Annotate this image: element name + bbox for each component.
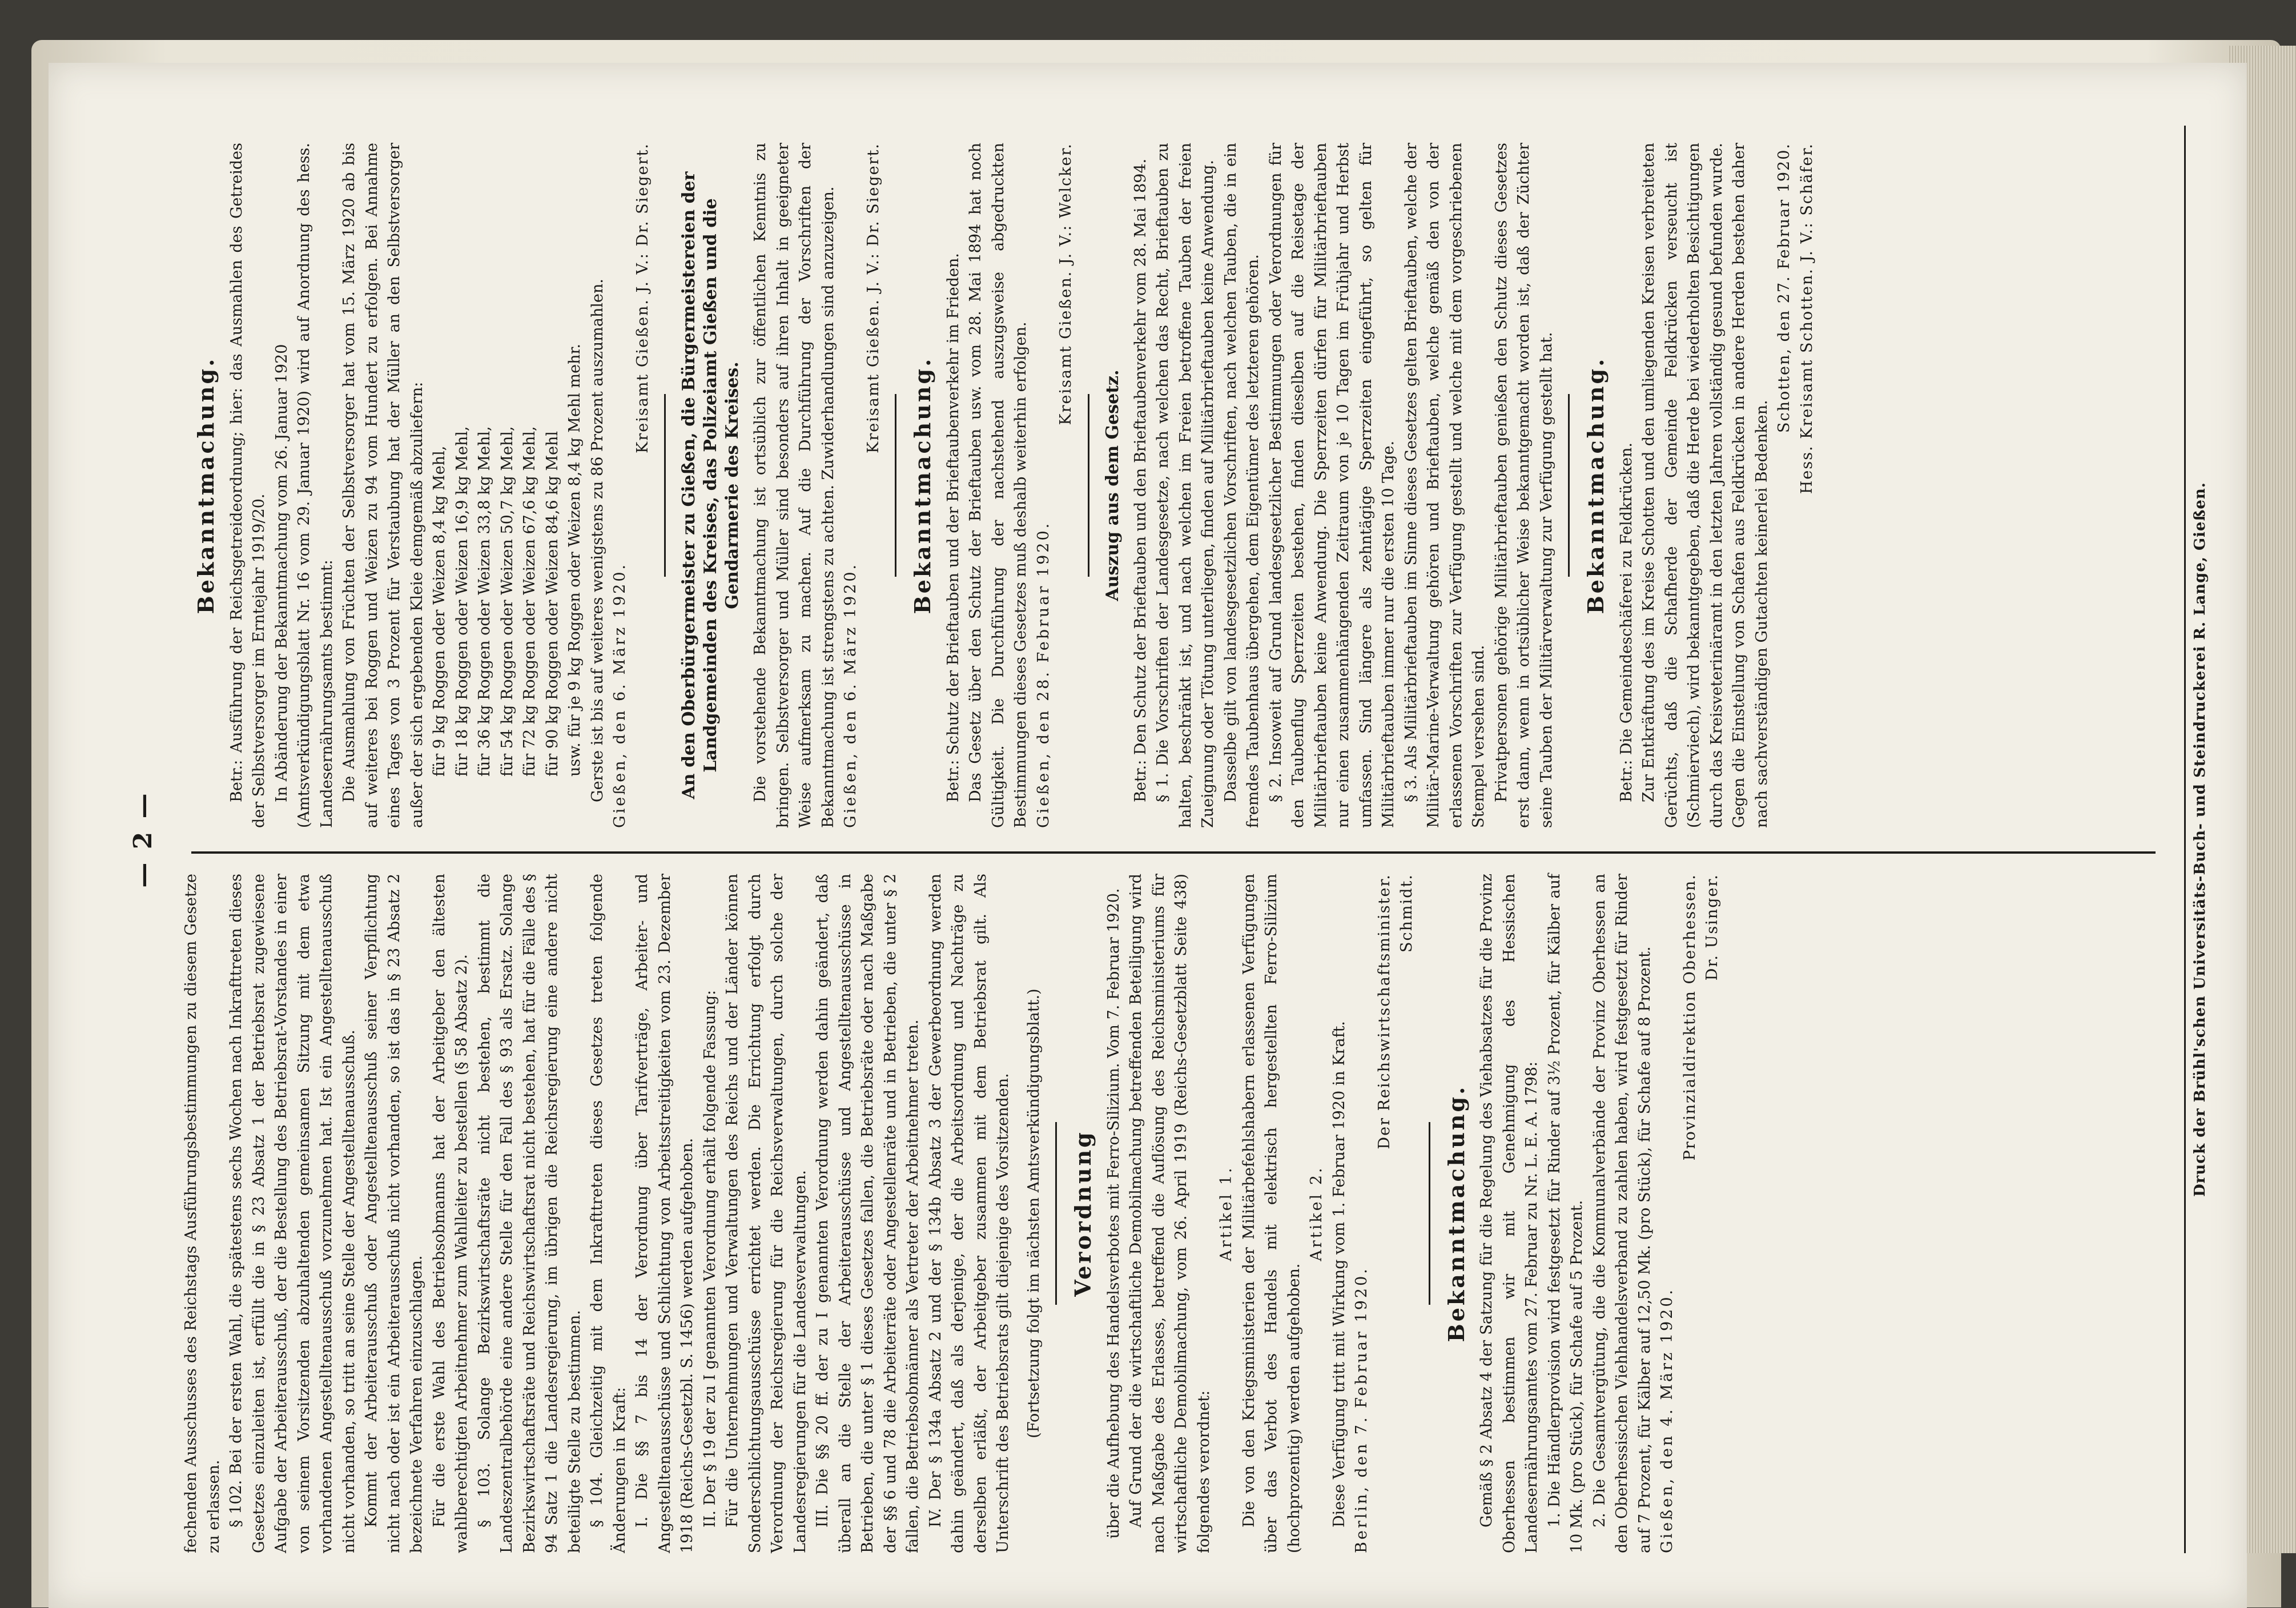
paragraph: Privatpersonen gehörige Militärbrieftauben genießen den Schutz dieses Gesetzes erst dann, wenn in ortsüblicher Weise bekanntgemacht worden ist, daß der Züchter seine Tauben der Militärverwaltung zur Verfügung gestellt hat.	[1492, 143, 1555, 828]
document-page	[49, 63, 2247, 1608]
paragraph: § 103. Solange Bezirkswirtschaftsräte nicht bestehen, bestimmt die Landeszentralbehörde eine andere Stelle für den Fall des § 93 als Ersatz. Solange Bezirkswirtschaftsräte und Reichswirtschaftsrat nicht bestehen, hat für die Fälle des § 94 Satz 1 die Landesregierung, im übrigen die Reichsregierung eine andere nicht beteiligte Stelle zu bestimmen.	[475, 874, 584, 1553]
paragraph: In Abänderung der Bekanntmachung vom 26. Januar 1920	[272, 344, 291, 802]
paragraph: § 104. Gleichzeitig mit dem Inkrafttreten dieses Gesetzes treten folgende Änderungen in Kraft:	[588, 874, 629, 1553]
address-heading: An den Oberbürgermeister zu Gießen, die Bürgermeistereien der Landgemeinden des Kreises, das Polizeiamt Gießen und die Gendarmerie des Kreises.	[679, 171, 742, 799]
paragraph: § 3. Als Militärbrieftauben im Sinne dieses Gesetzes gelten Brieftauben, welche der Militär-Marine-Verwaltung gehören und Brieftauben, welche gemäß den von der erlassenen Vorschriften zur Verfügung gestellt und welche mit dem vorgeschriebenen Stempel versehen sind.	[1402, 143, 1487, 828]
signature: Hess. Kreisamt Schotten. J. V.: Schäfer.	[1798, 143, 1816, 495]
section-heading: Bekanntmachung.	[910, 356, 935, 614]
subject-line: Betr.: Schutz der Brieftauben und der Brieftaubenverkehr im Frieden.	[944, 252, 962, 802]
section-rule	[1429, 1122, 1430, 1305]
paragraph: Das Gesetz über den Schutz der Brieftauben usw. vom 28. Mai 1894 hat noch Gültigkeit. Die Durchführung der nachstehend auszugsweise abgedruckten Bestimmungen dieses Gesetzes muß deshalb weiterhin erfolgen.	[967, 143, 1030, 828]
left-column	[180, 874, 1724, 1553]
section-rule	[895, 394, 896, 577]
paragraph: Kommt der Arbeiterausschuß oder Angestelltenausschuß seiner Verpflichtung nicht nach oder ist ein Arbeiterausschuß nicht vorhanden, so ist das in § 23 Absatz 2 bezeichnete Verfahren einzuschlagen.	[363, 874, 425, 1553]
signature: Kreisamt Gießen. J. V.: Dr. Siegert.	[633, 143, 652, 453]
paragraph: 2. Die Gesamtvergütung, die die Kommunalverbände der Provinz Oberhessen an den Oberhessischen Viehhandelsverband zu zahlen haben, wird festgesetzt für Rinder auf 7 Prozent, für Kälber auf 12,50 Mk. (pro Stück), für Schafe auf 8 Prozent.	[1590, 874, 1654, 1553]
rotated-content	[106, 108, 2253, 1570]
section-heading: Auszug aus dem Gesetz.	[1102, 369, 1123, 601]
paragraph: Gerste ist bis auf weiteres wenigstens zu 86 Prozent auszumahlen.	[588, 279, 606, 802]
paragraph: § 2. Insoweit auf Grund landesgesetzlicher Bestimmungen oder Verordnungen für den Taubenflug Sperrzeiten bestehen, finden dieselben auf die Reisetage der Militärbrieftauben keine Anwendung. Die Sperrzeiten dürfen für Militärbrieftauben nur einen zusammenhängenden Zeitraum von je 10 Tagen im Frühjahr und Herbst umfassen. Sind längere als zehntägige Sperrzeiten eingeführt, so gelten für Militärbrieftauben immer nur die ersten 10 Tage.	[1266, 143, 1397, 828]
paragraph: Auf Grund der die wirtschaftliche Demobilmachung betreffenden Beteiligung wird nach Maßgabe des Erlasses, betreffend die Auflösung des Reichsministeriums für wirtschaftliche Demobilmachung, vom 26. April 1919 (Reichs-Gesetzblatt Seite 438) folgendes verordnet:	[1127, 874, 1213, 1553]
section-subtitle: über die Aufhebung des Handelsverbotes mit Ferro-Silizium. Vom 7. Februar 1920.	[1104, 888, 1123, 1539]
date-line: Gießen, den 4. März 1920.	[1658, 1287, 1676, 1553]
section-heading: Bekanntmachung.	[193, 356, 219, 614]
flour-table: für 9 kg Roggen oder Weizen 8,4 kg Mehl, für 18 kg Roggen oder Weizen 16,9 kg Mehl, für 36 kg Roggen oder Weizen 33,8 kg Mehl, für 54 kg Roggen oder Weizen 50,7 kg Mehl, für 72 kg Roggen oder Weizen 67,6 kg Mehl, für 90 kg Roggen oder Weizen 84,6 kg Mehl usw. für je 9 kg Roggen oder Weizen 8,4 kg Mehl mehr.	[431, 343, 584, 777]
paragraph: (Amtsverkündigungsblatt Nr. 16 vom 29. Januar 1920) wird auf Anordnung des hess. Landesernährungsamts bestimmt:	[295, 143, 336, 828]
date-line: Gießen, den 6. März 1920.	[611, 562, 629, 828]
paragraph: § 102. Bei der ersten Wahl, die spätestens sechs Wochen nach Inkrafttreten dieses Gesetzes einzuleiten ist, erfüllt die in § 23 Absatz 1 der Betriebsrat zugewiesene Aufgabe der Arbeiterausschuß, der die Bestellung des Betriebsrat-Vorstandes in einer von seinem Vorsitzenden abzuhaltenden gemeinsamen Sitzung mit dem etwa vorhandenen Angestelltenausschuß vorzunehmen hat. Ist ein Angestelltenausschuß nicht vorhanden, so tritt an seine Stelle der Angestelltenausschuß.	[227, 874, 358, 1553]
paragraph: Für die Unternehmungen und Verwaltungen des Reichs und der Länder können Sonderschlichtungsausschüsse errichtet werden. Die Errichtung erfolgt durch Verordnung der Reichsregierung für die Reichsverwaltungen, durch solche der Landesregierungen für die Landesverwaltungen.	[723, 874, 809, 1553]
section-heading: Bekanntmachung.	[1443, 1084, 1469, 1342]
section-rule	[1568, 394, 1570, 577]
signature: Kreisamt Gießen. J. V.: Welcker.	[1057, 143, 1075, 425]
paragraph: Die Ausmahlung von Früchten der Selbstversorger hat vom 15. März 1920 ab bis auf weiteres bei Roggen und Weizen zu 94 vom Hundert zu erfolgen. Bei Annahme eines Tages von 3 Prozent für Verstaubung hat der Müller an den Selbstversorger außer der sich ergebenden Kleie demgemäß abzuliefern:	[340, 143, 426, 828]
section-rule	[664, 394, 666, 577]
continuation-note: (Fortsetzung folgt im nächsten Amtsverkündigungsblatt.)	[1024, 988, 1043, 1438]
paragraph: III. Die §§ 20 ff. der zu I genannten Verordnung werden dahin geändert, daß überall an die Stelle der Arbeiterausschüsse und Angestelltenausschüsse in Betrieben, die unter § 1 dieses Gesetzes fallen, die Betriebsräte oder nach Maßgabe der §§ 6 und 78 die Arbeiterräte oder Angestellenräte und in Betrieben, die unter § 2 fallen, die Betriebsobmänner als Vertreter der Arbeitnehmer treten.	[814, 874, 922, 1553]
section-rule	[1088, 394, 1089, 577]
date-line: Gießen, den 28. Februar 1920.	[1034, 521, 1052, 828]
paragraph: Diese Verfügung tritt mit Wirkung vom 1. Februar 1920 in Kraft.	[1330, 1020, 1348, 1527]
signature: Der Reichswirtschaftsminister.	[1375, 874, 1393, 1149]
paragraph: Die vorstehende Bekanntmachung ist ortsüblich zur öffentlichen Kenntnis zu bringen. Selbstversorger und Müller sind besonders auf ihren Inhalt in geeigneter Weise aufmerksam zu machen. Auf die Durchführung der Vorschriften der Bekanntmachung ist strengstens zu achten. Zuwiderhandlungen sind anzuzeigen.	[751, 143, 837, 828]
paragraph: I. Die §§ 7 bis 14 der Verordnung über Tarifverträge, Arbeiter- und Angestelltenausschüsse und Schlichtung von Arbeitsstreitigkeiten vom 23. Dezember 1918 (Reichs-Gesetzbl. S. 1456) werden aufgehoben.	[633, 874, 696, 1553]
paragraph: Für die erste Wahl des Betriebsobmanns hat der Arbeitgeber den ältesten wahlberechtigten Arbeitnehmer zum Wahlleiter zu bestellen (§ 58 Absatz 2).	[430, 874, 471, 1553]
date-line: Gießen, den 6. März 1920.	[842, 562, 859, 828]
article-heading: Artikel 2.	[1308, 1165, 1325, 1261]
signature: Kreisamt Gießen. J. V.: Dr. Siegert.	[864, 143, 882, 453]
section-heading: Verordnung	[1070, 1130, 1096, 1297]
signature: Provinzialdirektion Oberhessen.	[1680, 874, 1699, 1161]
signature: Schmidt.	[1398, 874, 1416, 952]
article-heading: Artikel 1.	[1217, 1165, 1235, 1261]
paragraph: Zur Entkräftung des im Kreise Schotten und den umliegenden Kreisen verbreiteten Gerüchts, daß die Schafherde der Gemeinde Feldkrücken verseucht ist (Schmierviech), wird bekanntgegeben, daß die Herde bei wiederholten Besichtigungen durch das Kreisveterinäramt in den letzten Jahren vollständig gesund befunden wurde. Gegen die Einstellung von Schafen aus Feldkrücken in andere Herden bestehen daher nach sachverständigen Gutachten keinerlei Bedenken.	[1640, 143, 1771, 828]
paragraph: fechenden Ausschusses des Reichstags Ausführungsbestimmungen zu diesem Gesetze zu erlassen.	[182, 874, 223, 1553]
subject-line: Betr.: Ausführung der Reichsgetreideordnung; hier: das Ausmahlen des Getreides der Selbstversorger im Erntejahr 1919/20.	[227, 143, 268, 828]
paragraph: 1. Die Händlerprovision wird festgesetzt für Rinder auf 3½ Prozent, für Kälber auf 10 Mk. (pro Stück), für Schafe auf 5 Prozent.	[1545, 874, 1586, 1553]
paragraph: § 1. Die Vorschriften der Landesgesetze, nach welchen das Recht, Brieftauben zu halten, beschränkt ist, und nach welchen im Freien betroffene Tauben der freien Zueignung oder Tötung unterliegen, finden auf Militärbrieftauben keine Anwendung.	[1154, 143, 1217, 828]
date-line: Schotten, den 27. Februar 1920.	[1775, 143, 1793, 433]
paragraph: Die von den Kriegsministerien der Militärbefehlshabern erlassenen Verfügungen über das Verbot des Handels mit elektrisch hergestellten Ferro-Silizium (hochprozentig) werden aufgehoben.	[1240, 874, 1303, 1553]
page-number: — 2 —	[128, 791, 158, 888]
column-divider	[191, 851, 2156, 854]
paragraph: Dasselbe gilt von landesgesetzlichen Vorschriften, nach welchen Tauben, die in ein fremdes Taubenhaus übergehen, dem Eigentümer des letzteren gehören.	[1221, 143, 1262, 828]
section-rule	[1055, 1122, 1057, 1305]
date-line: Berlin, den 7. Februar 1920.	[1353, 1267, 1370, 1553]
subject-line: Betr.: Die Gemeindeschäferei zu Feldkrücken.	[1617, 442, 1635, 802]
paragraph: IV. Der § 134a Absatz 2 und der § 134b Absatz 3 der Gewerbeordnung werden dahin geändert, daß als derjenige, der die Arbeitsordnung und Nachträge zu derselben erläßt, der Arbeitgeber zusammen mit dem Betriebsrat gilt. Als Unterschrift des Betriebsrats gilt diejenige des Vorsitzenden.	[926, 874, 1012, 1553]
printer-imprint: Druck der Brühl'schen Universitäts-Buch- und Steindruckerei R. Lange, Gießen.	[2184, 126, 2209, 1553]
paragraph: Gemäß § 2 Absatz 4 der Satzung für die Regelung des Viehabsatzes für die Provinz Oberhessen bestimmen wir mit Genehmigung des Hessischen Landesernährungsamtes vom 27. Februar zu Nr. L. E. A. 1798:	[1478, 874, 1541, 1553]
right-column	[180, 143, 1818, 828]
section-heading: Bekanntmachung.	[1583, 356, 1609, 614]
signature: Dr. Usinger.	[1703, 874, 1721, 981]
subject-line: Betr.: Den Schutz der Brieftauben und den Brieftaubenverkehr vom 28. Mai 1894.	[1131, 158, 1149, 802]
paragraph: II. Der § 19 der zu I genannten Verordnung erhält folgende Fassung:	[701, 990, 719, 1527]
